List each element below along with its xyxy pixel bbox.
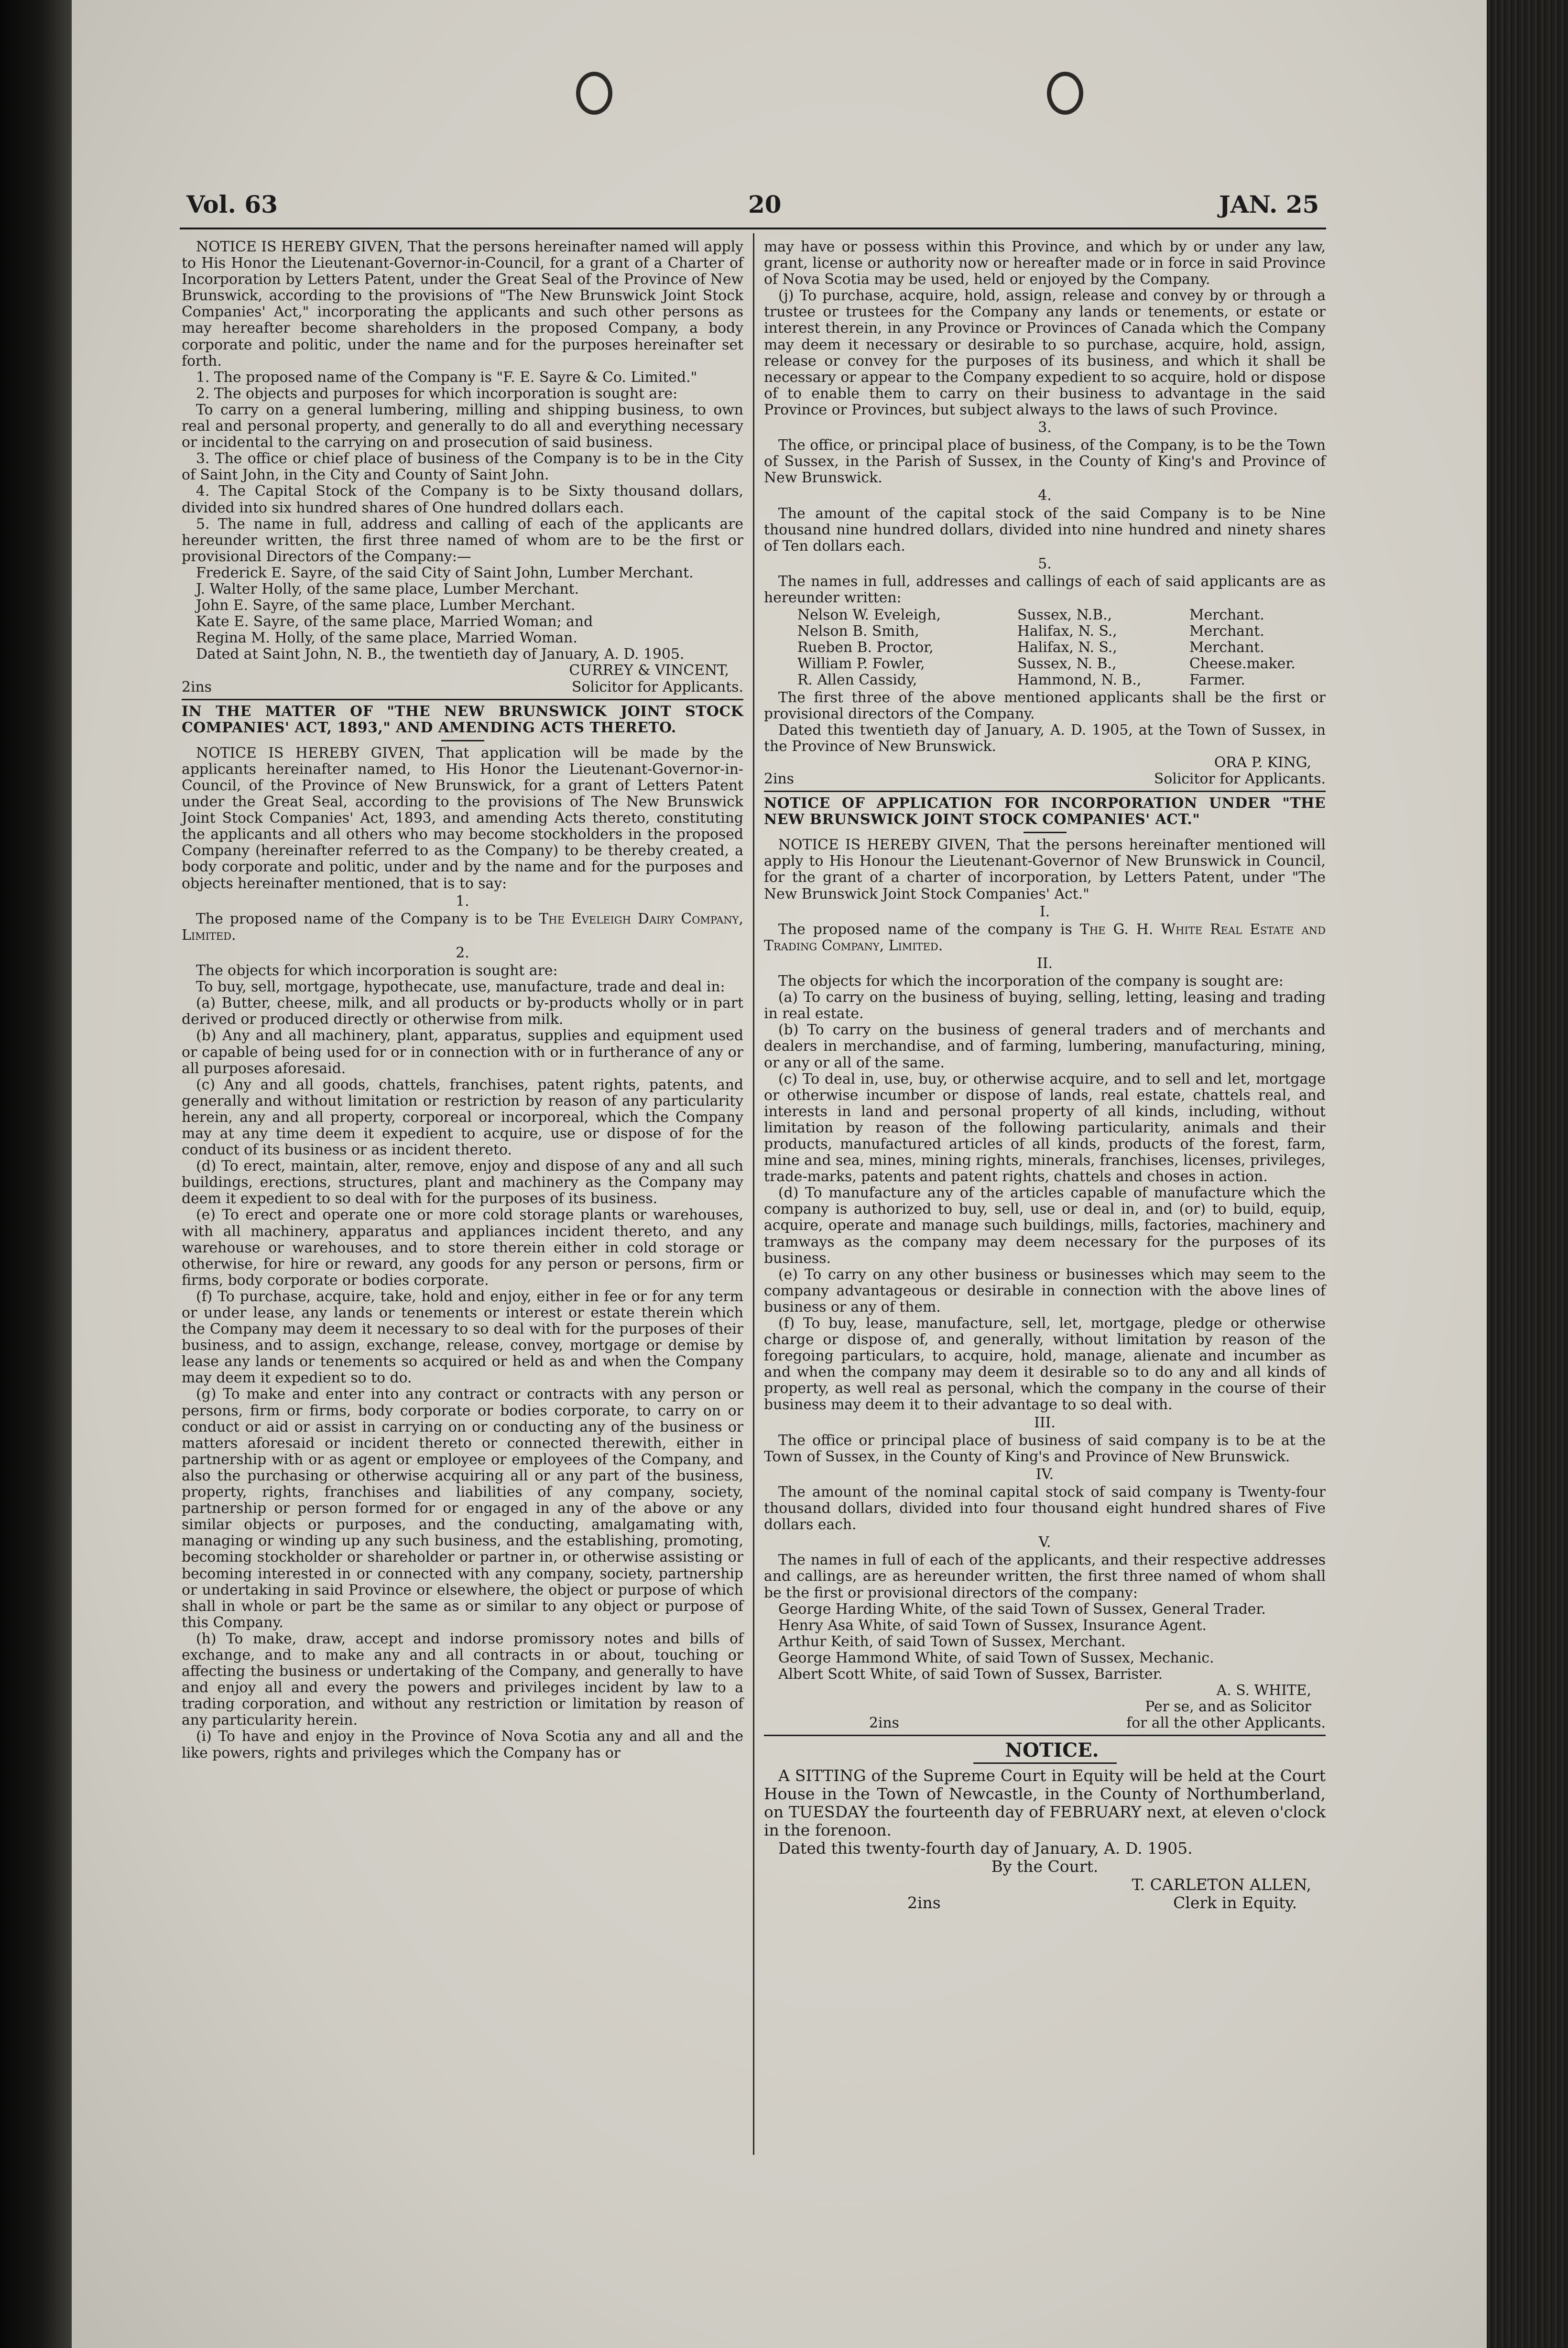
signer: CURREY & VINCENT, — [569, 662, 729, 679]
company-name-item — [764, 922, 1326, 954]
applicants-item: 5. The name in full, address and calling of each of the applicants are hereunder written, the first three named of whom are to be the first or provisional Directors of the Company:— — [182, 515, 743, 565]
object-f: (f) To purchase, acquire, take, hold and enjoy, either in fee or for any term or under lease, any lands or tenements or interest or estate therein which the Company may deem it necessary to so deal with for the purposes of their business, and to assign, exchange, release, convey, mortgage or demise by lease any lands or tenements so acquired or held as and when the Company may deem it expedient so to do. — [182, 1288, 743, 1387]
punch-hole-right — [1047, 72, 1083, 115]
object-j: (j) To purchase, acquire, hold, assign, release and convey by or through a trustee or trustees for the Company any lands or tenements, or estate or interest therein, in any Province or Provinces of Canada which the Company may deem it necessary or desirable to so purchase, acquire, hold, assign, release or convey for the purposes of its business, and which it shall be necessary or appear to the Company expedient to so acquire, hold or dispose of to enable them to carry on their business to advantage in the said Province or Provinces, but subject always to the laws of such Province. — [764, 287, 1326, 418]
company-name-item — [182, 911, 743, 944]
applicant-name: William P. Fowler, — [797, 655, 925, 673]
object-a: (a) To carry on the business of buying, selling, letting, leasing and trading in real estate. — [764, 989, 1326, 1022]
signer-role: for all the other Applicants. — [1126, 1715, 1326, 1732]
white-notice — [764, 795, 1326, 1731]
notice-title: NOTICE. — [1005, 1739, 1099, 1762]
applicant-name: R. Allen Cassidy, — [797, 672, 917, 689]
section-number: 3. — [1038, 419, 1052, 436]
insertions-count: 2ins — [907, 1893, 941, 1913]
signature-line — [764, 771, 1326, 787]
short-rule — [1024, 832, 1067, 833]
signer: ORA P. KING, — [1214, 754, 1311, 771]
notice-separator — [182, 699, 743, 700]
applicant: Albert Scott White, of said Town of Sussex, Barrister. — [778, 1665, 1163, 1683]
applicant: Henry Asa White, of said Town of Sussex, Insurance Agent. — [778, 1617, 1207, 1634]
applicant-address: Hammond, N. B., — [1017, 672, 1142, 689]
table-row — [797, 623, 1323, 640]
eveleigh-notice-continued — [764, 239, 1326, 787]
section-number: 5. — [1038, 555, 1052, 572]
object-d: (d) To manufacture any of the articles capable of manufacture which the company is authorized to buy, sell, use or deal in, and (or) to build, equip, acquire, operate and manage such buildings, mills, factories, machinery and tramways as the company may deem necessary for the purposes of its business. — [764, 1185, 1326, 1267]
notice-intro: NOTICE IS HEREBY GIVEN, That application will be made by the applicants hereinafter named, to His Honor the Lieutenant-Governor-in-Council, of the Province of New Brunswick, for a grant of Letters Patent under the Great Seal, according to the provisions of The New Brunswick Joint Stock Companies' Act, 1893, and amending Acts thereto, constituting the applicants and all others who may become stockholders in the proposed Company (hereinafter referred to as the Company) to be thereby created, a body corporate and politic, under and by the name and for the purposes and objects hereinafter mentioned, that is to say: — [182, 744, 743, 892]
applicant: Arthur Keith, of said Town of Sussex, Merchant. — [778, 1633, 1126, 1650]
section-number: 4. — [1038, 487, 1052, 504]
section-number: III. — [1034, 1414, 1056, 1431]
issue-date: JAN. 25 — [1219, 190, 1319, 218]
office-item: The office or principal place of business of said company is to be at the Town of Sussex, in the County of King's and Province of New Brunswick. — [764, 1432, 1326, 1465]
sayre-notice — [182, 239, 743, 696]
name-prefix: The proposed name of the Company is to be — [196, 910, 533, 927]
applicant: John E. Sayre, of the same place, Lumber Merchant. — [196, 597, 576, 614]
applicant-calling: Merchant. — [1189, 623, 1264, 640]
object-i: (i) To have and enjoy in the Province of Nova Scotia any and all and the like powers, rights and privileges which the Company has or — [182, 1728, 743, 1761]
table-row — [797, 607, 1323, 623]
object-c: (c) Any and all goods, chattels, franchises, patent rights, patents, and generally and without limitation or restriction by reason of any particularity herein, any and all property, corporeal or incorporeal, which the Company may at any time deem it expedient to acquire, use or dispose of for the conduct of its business or as incident thereto. — [182, 1076, 743, 1159]
volume-label: Vol. 63 — [186, 190, 278, 218]
applicant-name: Rueben B. Proctor, — [797, 639, 934, 656]
capital-item: The amount of the nominal capital stock of said company is Twenty-four thousand dollars, divided into four thousand eight hundred shares of Five dollars each. — [764, 1483, 1326, 1533]
company-name: The G. H. White Real Estate and Trading Company, Limited. — [764, 921, 1326, 954]
applicant: J. Walter Holly, of the same place, Lumber Merchant. — [196, 580, 579, 598]
by-court: By the Court. — [991, 1857, 1099, 1876]
section-number: 2. — [456, 944, 469, 961]
applicant-address: Sussex, N.B., — [1017, 607, 1112, 624]
applicant: Regina M. Holly, of the same place, Married Woman. — [196, 630, 577, 647]
objects-intro: The objects for which incorporation is sought are: — [196, 962, 558, 979]
company-name: The Eveleigh Dairy Company, Limited. — [182, 910, 743, 944]
object-b: (b) Any and all machinery, plant, apparatus, supplies and equipment used or capable of being used for or in connection with or in furtherance of any or all purposes aforesaid. — [182, 1027, 743, 1077]
notice-heading: NOTICE OF APPLICATION FOR INCORPORATION UNDER "THE NEW BRUNSWICK JOINT STOCK COMPANIES' ACT." — [764, 795, 1326, 828]
notice-intro: NOTICE IS HEREBY GIVEN, That the persons hereinafter mentioned will apply to His Honour the Lieutenant-Governor of New Brunswick in Council, for the grant of a charter of incorporation, by Letters Patent, under "The New Brunswick Joint Stock Companies' Act." — [764, 837, 1326, 902]
notice-separator — [764, 791, 1326, 792]
signer-role: Solicitor for Applicants. — [571, 678, 743, 696]
applicant-name: Nelson W. Eveleigh, — [797, 607, 941, 624]
signer: T. CARLETON ALLEN, — [1132, 1875, 1311, 1894]
insertions-count: 2ins — [869, 1715, 899, 1732]
short-rule — [441, 740, 484, 741]
page-stack-edge — [1487, 0, 1568, 2348]
name-prefix: The proposed name of the company is — [778, 921, 1072, 938]
applicants-table — [797, 607, 1323, 688]
book-binding — [0, 0, 72, 2348]
applicant-calling: Cheese.maker. — [1189, 655, 1296, 673]
applicant: Frederick E. Sayre, of the said City of Saint John, Lumber Merchant. — [196, 564, 694, 581]
names-intro: The names in full of each of the applicants, and their respective addresses and callings, are as hereunder written, the first three named of whom shall be the first or provisional directors of the company: — [764, 1552, 1326, 1601]
signature-line — [764, 1715, 1326, 1731]
header-rule — [180, 228, 1326, 229]
objects-intro: The objects for which the incorporation of the company is sought are: — [778, 973, 1284, 990]
applicant-calling: Merchant. — [1189, 639, 1264, 656]
section-number: 1. — [456, 892, 469, 910]
object-i-continued: may have or possess within this Province, and which by or under any law, grant, license or authority now or hereafter made or in force in said Province of Nova Scotia may be used, held or enjoyed by the Company. — [764, 239, 1326, 288]
dated-line: Dated at Saint John, N. B., the twentieth day of January, A. D. 1905. — [196, 646, 685, 663]
signer-role: Per se, and as Solicitor — [1145, 1698, 1311, 1716]
applicant: George Harding White, of the said Town of Sussex, General Trader. — [778, 1600, 1266, 1618]
objects-sub: To buy, sell, mortgage, hypothecate, use, manufacture, trade and deal in: — [196, 978, 725, 996]
section-number: IV. — [1035, 1466, 1054, 1483]
insertions-count: 2ins — [182, 678, 212, 696]
notice-heading: IN THE MATTER OF "THE NEW BRUNSWICK JOINT STOCK COMPANIES' ACT, 1893," AND AMENDING ACTS THERETO. — [182, 703, 743, 736]
section-number: II. — [1036, 955, 1053, 972]
object-a: (a) Butter, cheese, milk, and all products or by-products wholly or in part derived or produced directly or otherwise from milk. — [182, 995, 743, 1028]
applicant: Kate E. Sayre, of the same place, Married Woman; and — [196, 613, 593, 630]
object-g: (g) To make and enter into any contract or contracts with any person or persons, firm or firms, body corporate or bodies corporate, to carry on or conduct or aid or assist in carrying on or conducting any of the business or matters aforesaid or incident thereto or connected therewith, either in partnership with or as agent or employee or employees of the Company, and also the purchasing or otherwise acquiring all or any part of the business, property, rights, franchises and liabilities of any company, society, partnership or person formed for or engaged in any of the above or any similar objects or purposes, and the conducting, amalgamating with, managing or winding up any such business, and the establishing, promoting, becoming stockholder or shareholder or partner in, or otherwise assisting or becoming interested in or connected with any company, society, partnership or undertaking in said Province or elsewhere, the object or purpose of which shall in whole or part be the same as or similar to any object or purpose of this Company. — [182, 1386, 743, 1631]
office-item: 3. The office or chief place of business of the Company is to be in the City of Saint John, in the City and County of Saint John. — [182, 450, 743, 484]
directors-line: The first three of the above mentioned applicants shall be the first or provisional directors of the Company. — [764, 689, 1326, 722]
object-c: (c) To deal in, use, buy, or otherwise acquire, and to sell and let, mortgage or otherwise incumber or dispose of lands, real estate, chattels real, and interests in land and personal property of all kinds, including, without limitation by reason of the following particularity, animals and their products, manufactured articles of all kinds, products of the forest, farm, mine and sea, mines, mining rights, minerals, franchises, licenses, privileges, trade-marks, patents and patent rights, chattels and choses in action. — [764, 1070, 1326, 1185]
company-name-item: 1. The proposed name of the Company is "F. E. Sayre & Co. Limited." — [196, 369, 697, 386]
notice-separator — [764, 1735, 1326, 1736]
capital-item: The amount of the capital stock of the said Company is to be Nine thousand nine hundred dollars, divided into nine hundred and ninety shares of Ten dollars each. — [764, 505, 1326, 554]
object-d: (d) To erect, maintain, alter, remove, enjoy and dispose of any and all such buildings, erections, structures, plant and machinery as the Company may deem it expedient to so deal with for the purposes of its business. — [182, 1158, 743, 1207]
object-e: (e) To erect and operate one or more cold storage plants or warehouses, with all machinery, apparatus and appliances incident thereto, and any warehouse or warehouses, and to store therein either in cold storage or otherwise, for hire or reward, any goods for any person or persons, firm or firms, body corporate or bodies corporate. — [182, 1207, 743, 1289]
capital-item: 4. The Capital Stock of the Company is to be Sixty thousand dollars, divided into six hundred shares of One hundred dollars each. — [182, 483, 743, 516]
names-intro: The names in full, addresses and callings of each of said applicants are as hereunder written: — [764, 573, 1326, 606]
object-h: (h) To make, draw, accept and indorse promissory notes and bills of exchange, and to make any and all contracts in or about, touching or affecting the business or undertaking of the Company, and generally to have and enjoy all and every the powers and privileges incident by law to a trading corporation, and without any restriction or limitation by reason of any particularity herein. — [182, 1630, 743, 1729]
insertions-count: 2ins — [764, 771, 794, 787]
left-column — [182, 239, 743, 1761]
signature-line — [182, 679, 743, 696]
court-notice — [764, 1739, 1326, 1912]
signature-line — [764, 1894, 1326, 1912]
objects-text: To carry on a general lumbering, milling and shipping business, to own real and personal property, and generally to do all and everything necessary or incidental to the carrying on and prosecution of said business. — [182, 401, 743, 451]
punch-hole-left — [576, 72, 612, 115]
object-f: (f) To buy, lease, manufacture, sell, let, mortgage, pledge or otherwise charge or dispose of, and generally, without limitation by reason of the foregoing particulars, to acquire, hold, manage, alienate and incumber as and when the company may deem it desirable so to do any and all kinds of property, as well real as personal, which the company in the course of their business may deem it to their advantage to so deal with. — [764, 1315, 1326, 1413]
applicant-address: Halifax, N. S., — [1017, 623, 1117, 640]
section-number: V. — [1038, 1534, 1051, 1551]
table-row — [797, 640, 1323, 656]
dated-line: Dated this twentieth day of January, A. D. 1905, at the Town of Sussex, in the Province of New Brunswick. — [764, 721, 1326, 755]
section-number: I. — [1039, 903, 1050, 920]
object-b: (b) To carry on the business of general traders and of merchants and dealers in merchandise, and of farming, lumbering, manufacturing, mining, or any or all of the same. — [764, 1022, 1326, 1071]
eveleigh-notice — [182, 704, 743, 1761]
signer-role: Clerk in Equity. — [1173, 1893, 1297, 1913]
applicant-calling: Merchant. — [1189, 607, 1264, 624]
table-row — [797, 656, 1323, 672]
applicant-name: Nelson B. Smith, — [797, 623, 919, 640]
object-e: (e) To carry on any other business or businesses which may seem to the company advantageous or desirable in connection with the above lines of business or any of them. — [764, 1266, 1326, 1315]
signer-role: Solicitor for Applicants. — [1154, 771, 1326, 787]
court-notice-body: A SITTING of the Supreme Court in Equity will be held at the Court House in the Town of Newcastle, in the County of Northumberland, on TUESDAY the fourteenth day of FEBRUARY next, at eleven o'clock in the forenoon. — [764, 1766, 1326, 1840]
applicant-address: Halifax, N. S., — [1017, 639, 1117, 656]
page-number: 20 — [748, 190, 782, 218]
right-column — [764, 239, 1326, 1912]
objects-item: 2. The objects and purposes for which incorporation is sought are: — [196, 385, 678, 402]
notice-intro: NOTICE IS HEREBY GIVEN, That the persons hereinafter named will apply to His Honor the Lieutenant-Governor-in-Council, for a grant of a Charter of Incorporation by Letters Patent, under the Great Seal of the Province of New Brunswick, according to the provisions of "The New Brunswick Joint Stock Companies' Act," incorporating the applicants and such other persons as may hereafter become shareholders in the proposed Company, a body corporate and politic, under the name and for the purposes hereinafter set forth. — [182, 239, 743, 370]
signer: A. S. WHITE, — [1216, 1682, 1311, 1699]
office-item: The office, or principal place of business, of the Company, is to be the Town of Sussex, in the Parish of Sussex, in the County of King's and Province of New Brunswick. — [764, 437, 1326, 487]
column-divider — [753, 233, 754, 2155]
applicant-calling: Farmer. — [1189, 672, 1245, 689]
dated-line: Dated this twenty-fourth day of January, A. D. 1905. — [778, 1839, 1193, 1858]
table-row — [797, 672, 1323, 688]
applicant: George Hammond White, of said Town of Sussex, Mechanic. — [778, 1649, 1214, 1666]
applicant-address: Sussex, N. B., — [1017, 655, 1117, 673]
title-underline — [973, 1762, 1117, 1764]
